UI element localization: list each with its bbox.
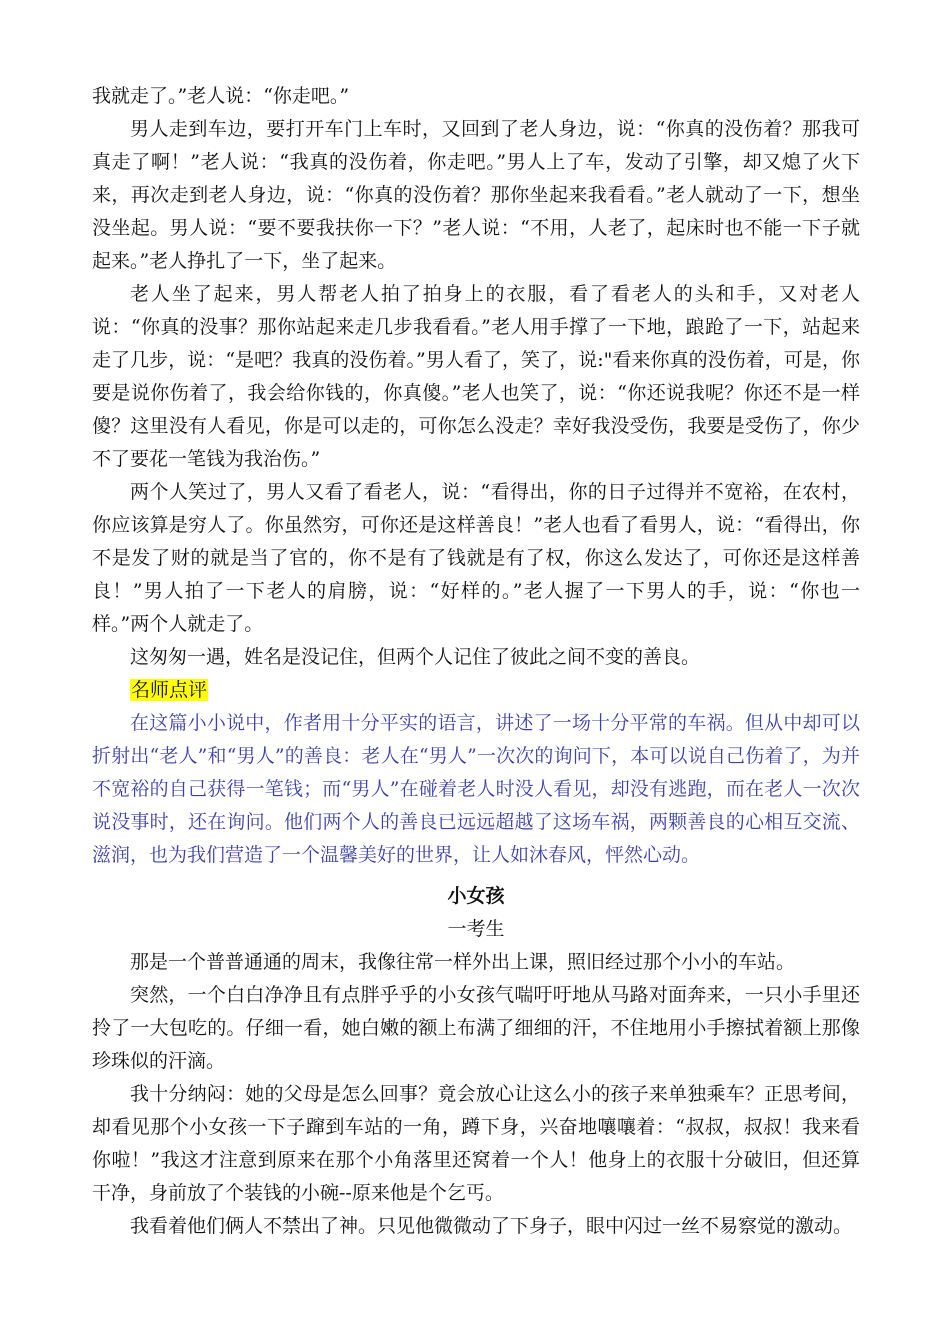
story1-paragraph-4: 两个人笑过了，男人又看了看老人，说：“看得出，你的日子过得并不宽裕，在农村，你应该算是穷人了。你虽然穷，可你还是这样善良！”老人也看了看男人，说：“看得出，你不是发了财的就是当了官的，你不是有了钱就是有了权，你这么发达了，可你还是这样善良！”男人拍了一下老人的肩膀，说：“好样的。”老人握了一下男人的手，说：“你也一样。”两个人就走了。 — [92, 481, 860, 635]
story1-paragraph-2: 男人走到车边，要打开车门上车时，又回到了老人身边，说：“你真的没伤着？那我可真走了啊！”老人说：“我真的没伤着，你走吧。”男人上了车，发动了引擎，却又熄了火下来，再次走到老人身边，说：“你真的没伤着？那你坐起来我看看。”老人就动了一下，想坐没坐起。男人说：“要不要我扶你一下？”老人说：“不用，人老了，起床时也不能一下子就起来。”老人挣扎了一下，坐了起来。 — [92, 118, 860, 272]
story2-author: 一考生 — [447, 918, 505, 940]
critique-heading: 名师点评 — [131, 679, 208, 701]
critique-text: 在这篇小小说中，作者用十分平实的语言，讲述了一场十分平常的车祸。但从中却可以折射出“老人”和“男人”的善良：老人在“男人”一次次的询问下，本可以说自己伤着了，为并不宽裕的自己获得一笔钱；而“男人”在碰着老人时没人看见，却没有逃跑，而在老人一次次说没事时，还在询问。他们两个人的善良已远远超越了这场车祸，两颗善良的心相互交流、滋润，也为我们营造了一个温馨美好的世界，让人如沐春风，怦然心动。 — [92, 712, 860, 866]
story1-paragraph-3: 老人坐了起来，男人帮老人拍了拍身上的衣服，看了看老人的头和手，又对老人说：“你真的没事？那你站起来走几步我看看。”老人用手撑了一下地，踉跄了一下，站起来走了几步，说：“是吧？我真的没伤着。”男人看了，笑了，说:"看来你真的没伤着，可是，你要是说你伤着了，我会给你钱的，你真傻。”老人也笑了，说：“你还说我呢？你还不是一样傻？这里没有人看见，你是可以走的，可你怎么没走？幸好我没受伤，我要是受伤了，你少不了要花一笔钱为我治伤。” — [92, 283, 860, 470]
critique-heading-line — [130, 674, 860, 707]
story2-paragraph-3: 我十分纳闷：她的父母是怎么回事？竟会放心让这么小的孩子来单独乘车？正思考间，却看见那个小女孩一下子蹿到车站的一角，蹲下身，兴奋地嚷嚷着：“叔叔，叔叔！我来看你啦！”我这才注意到原来在那个小角落里还窝着一个人！他身上的衣服十分破旧，但还算干净，身前放了个装钱的小碗--原来他是个乞丐。 — [92, 1083, 860, 1204]
story2-paragraph-2: 突然，一个白白净净且有点胖乎乎的小女孩气喘吁吁地从马路对面奔来，一只小手里还拎了一大包吃的。仔细一看，她白嫩的额上布满了细细的汗，不住地用小手擦拭着额上那像珍珠似的汗滴。 — [92, 984, 860, 1072]
story2-title: 小女孩 — [447, 885, 505, 907]
story1-paragraph-5: 这匆匆一遇，姓名是没记住，但两个人记住了彼此之间不变的善良。 — [130, 646, 701, 668]
story2-paragraph-1: 那是一个普普通通的周末，我像往常一样外出上课，照旧经过那个小小的车站。 — [130, 951, 796, 973]
story1-paragraph-1: 我就走了。”老人说：“你走吧。” — [92, 85, 350, 107]
story2-paragraph-4: 我看着他们俩人不禁出了神。只见他微微动了下身子，眼中闪过一丝不易察觉的激动。 — [130, 1215, 853, 1237]
